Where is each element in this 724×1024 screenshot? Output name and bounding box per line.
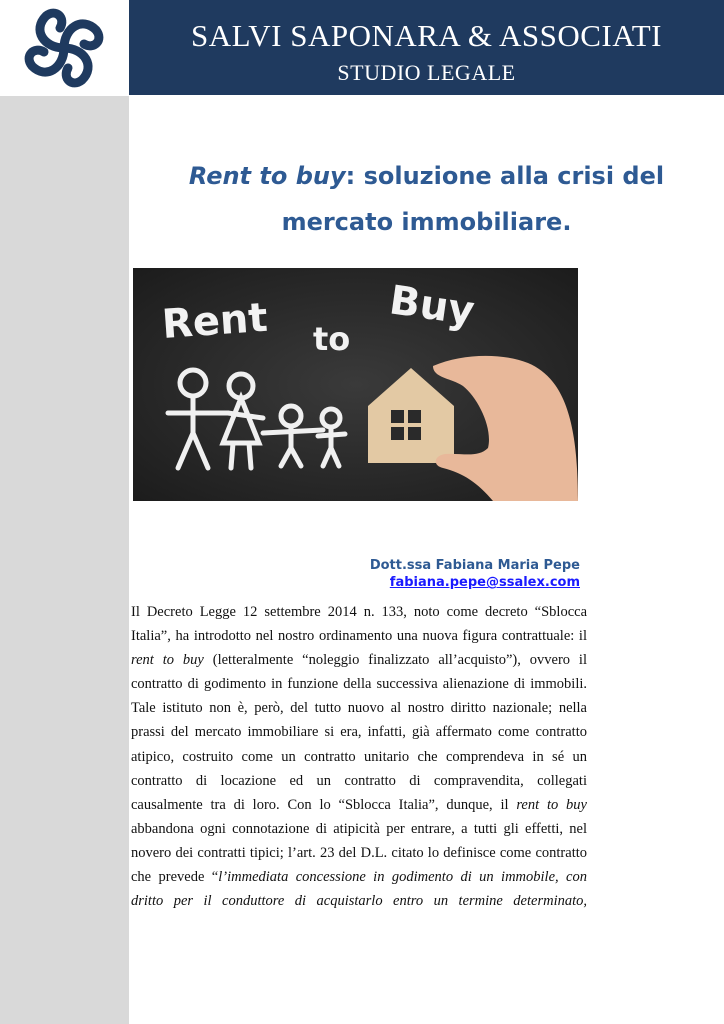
chalk-word-buy: Buy — [386, 277, 478, 335]
body-line — [131, 624, 587, 648]
body-text-segment: novero dei contratti tipici; l’art. 23 del D.L. citato lo definisce come contratto — [131, 844, 587, 861]
body-text-segment: abbandona ogni connotazione di atipicità per entrare, a tutti gli effetti, nel — [131, 820, 587, 837]
left-sidebar-band — [0, 96, 129, 1024]
article-body — [131, 600, 587, 913]
body-text-segment: che prevede “ — [131, 869, 219, 886]
body-text-segment: Italia”, ha introdotto nel nostro ordinamento una nuova figura contrattuale: il — [131, 628, 587, 645]
title-italic: Rent to buy — [188, 162, 346, 190]
page-header — [129, 0, 724, 95]
body-text-segment: Tale istituto non è, però, del tutto nuovo al nostro diritto nazionale; nella — [131, 700, 587, 717]
chalk-word-to: to — [313, 320, 351, 358]
body-italic-text: dritto per il conduttore di acquistarlo entro un termine determinato, — [131, 893, 587, 910]
body-italic-text: l’immediata concessione in godimento di un immobile, con — [218, 869, 587, 886]
logo-area — [0, 0, 129, 96]
body-line — [131, 648, 587, 672]
body-text-segment: (letteralmente “noleggio finalizzato all’acquisto”), ovvero il — [203, 652, 587, 669]
rent-to-buy-photo — [133, 268, 578, 501]
body-line — [131, 745, 587, 769]
body-italic-text: rent to buy — [131, 652, 204, 669]
body-line — [131, 600, 587, 624]
chalk-word-rent: Rent — [160, 294, 269, 348]
body-text-segment: contratto di locazione ed un contratto di compravendita, collegati — [131, 772, 587, 789]
body-text-segment: prassi del mercato immobiliare si era, infatti, già affermato come contratto — [131, 724, 587, 741]
body-line — [131, 672, 587, 696]
body-line — [131, 841, 587, 865]
title-line-1 — [129, 162, 724, 190]
firm-name: SALVI SAPONARA & ASSOCIATI — [191, 18, 662, 53]
body-line — [131, 793, 587, 817]
body-text-segment: Il Decreto Legge 12 settembre 2014 n. 133, noto come decreto “Sblocca — [131, 604, 587, 620]
body-line — [131, 865, 587, 889]
body-text-segment: atipico, costruito come un contratto unitario che comprendeva in sé un — [131, 748, 587, 765]
title-line-2: mercato immobiliare. — [281, 208, 572, 236]
firm-subtitle: STUDIO LEGALE — [337, 60, 516, 85]
body-line — [131, 769, 587, 793]
body-line — [131, 817, 587, 841]
author-name: Dott.ssa Fabiana Maria Pepe — [369, 558, 580, 573]
swirl-logo-icon — [22, 8, 106, 88]
body-text-segment: contratto di godimento in funzione della successiva alienazione di immobili. — [131, 676, 587, 693]
title-rest: : soluzione alla crisi del — [345, 162, 665, 190]
body-line — [131, 720, 587, 744]
author-email-link[interactable]: fabiana.pepe@ssalex.com — [389, 575, 580, 590]
body-line — [131, 696, 587, 720]
body-italic-text: rent to buy — [516, 796, 587, 813]
body-line — [131, 889, 587, 913]
body-text-segment: causalmente tra di loro. Con lo “Sblocca Italia”, dunque, il — [131, 796, 517, 813]
